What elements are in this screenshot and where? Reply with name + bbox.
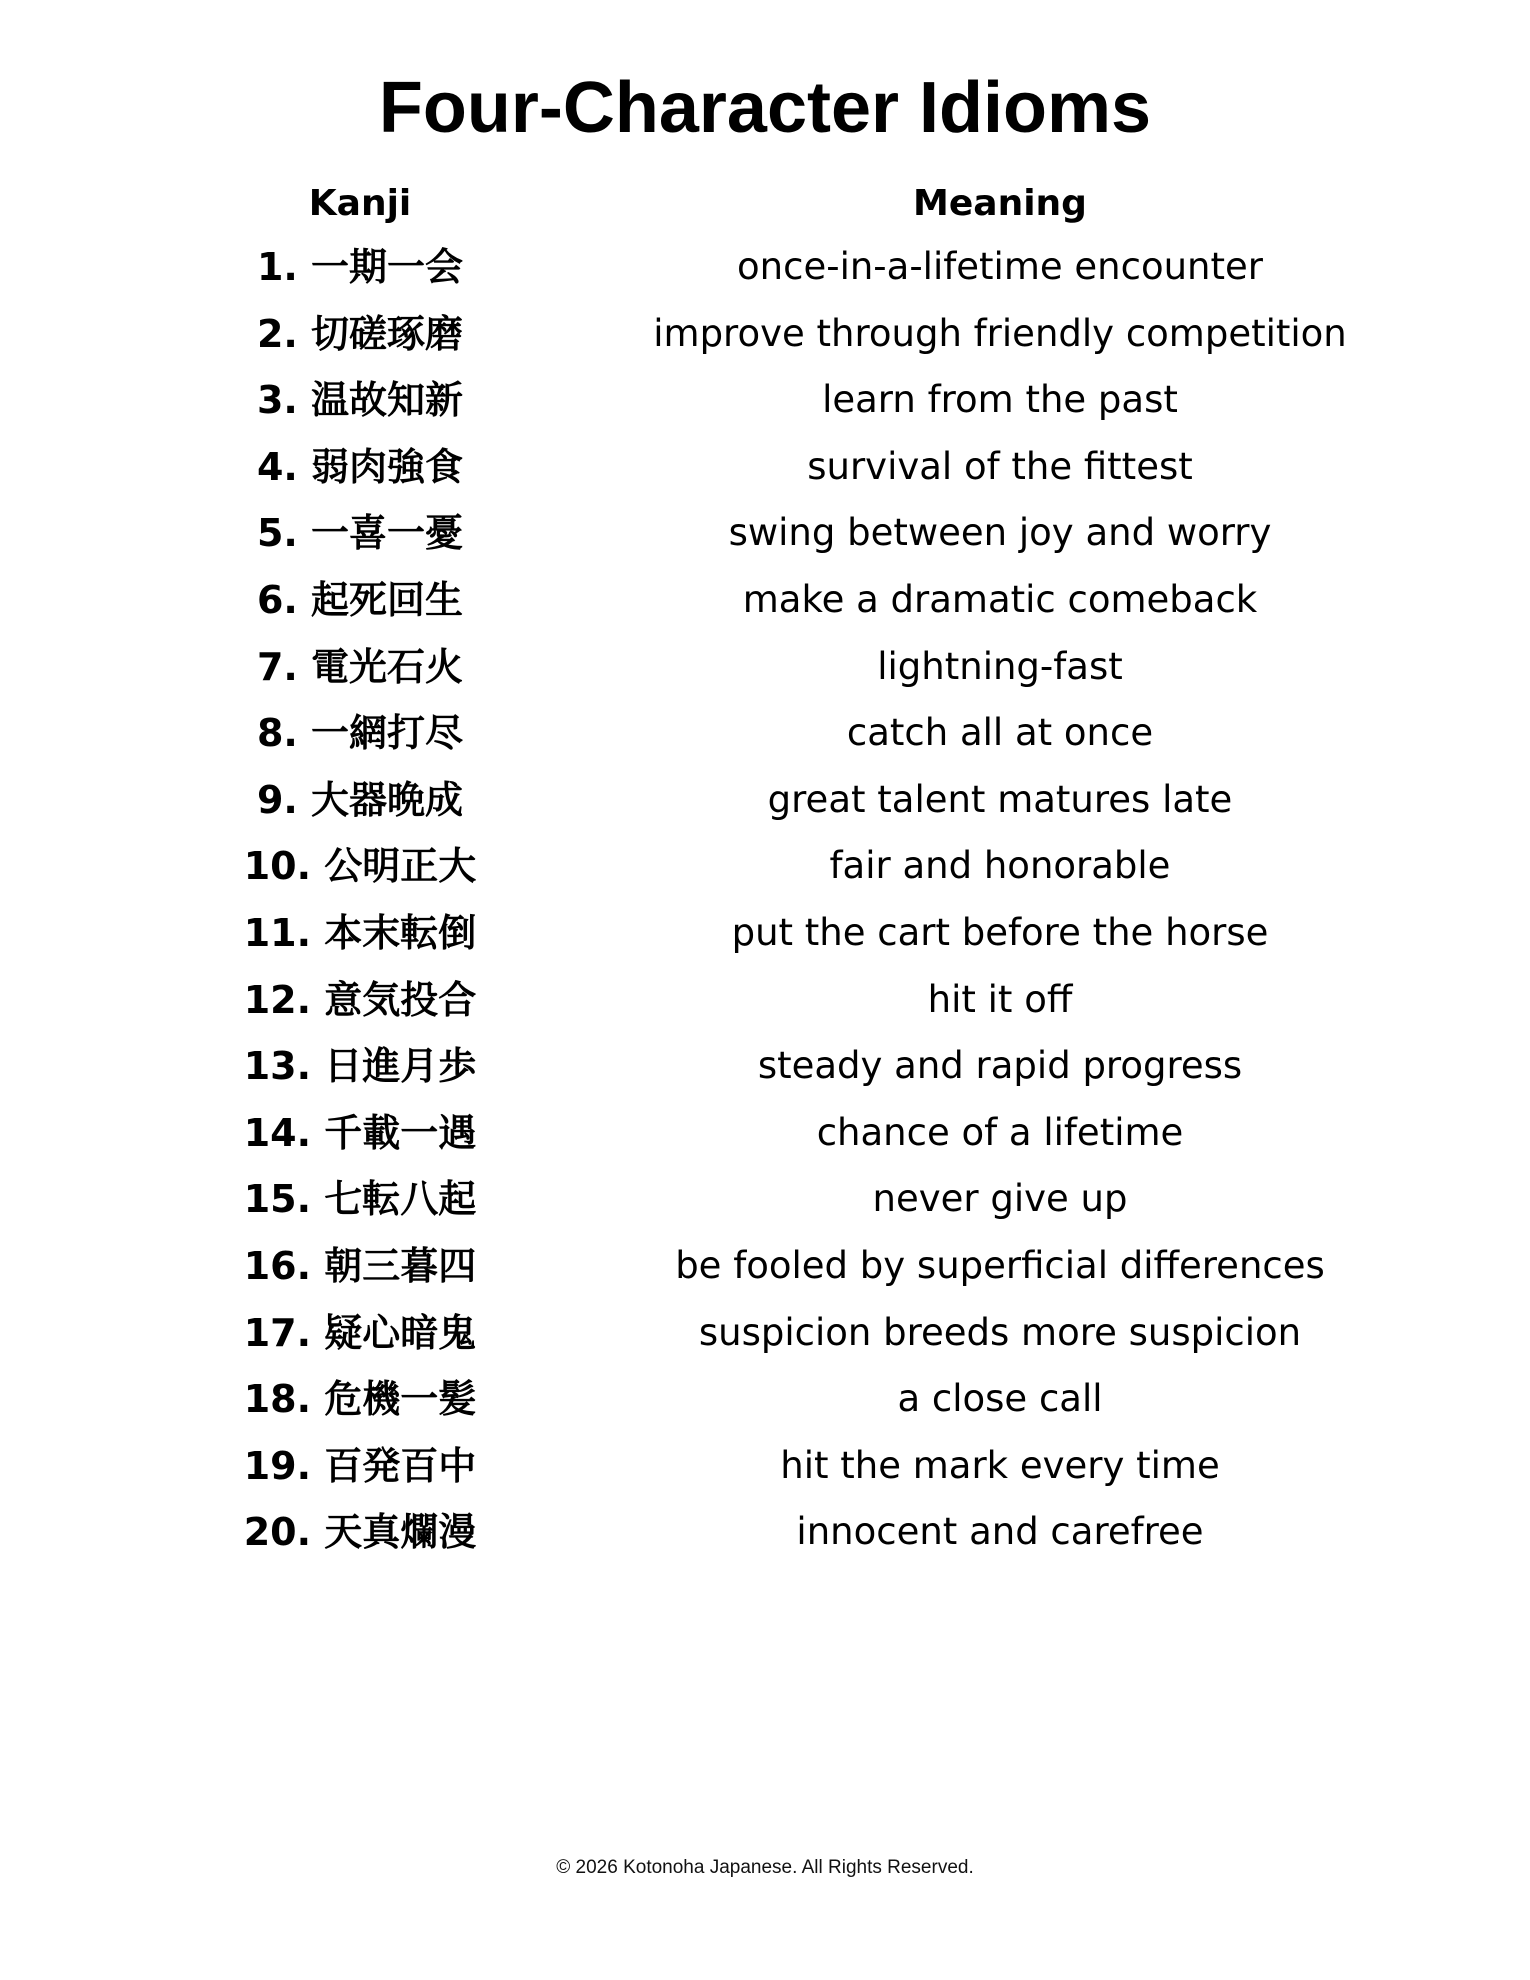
- idiom-meaning: steady and rapid progress: [757, 1044, 1243, 1088]
- idiom-kanji: 19. 百発百中: [243, 1443, 477, 1488]
- kanji-column-header: Kanji: [308, 183, 412, 224]
- idiom-kanji: 6. 起死回生: [256, 577, 464, 622]
- table-row: [0, 500, 1530, 567]
- table-row: [0, 234, 1530, 301]
- idiom-kanji: 2. 切磋琢磨: [256, 311, 464, 356]
- idiom-meaning: innocent and carefree: [796, 1510, 1204, 1554]
- idiom-meaning: hit the mark every time: [780, 1443, 1220, 1487]
- idiom-meaning: learn from the past: [822, 378, 1178, 422]
- idiom-meaning: make a dramatic comeback: [742, 577, 1258, 621]
- idiom-meaning: swing between joy and worry: [728, 511, 1272, 555]
- idiom-kanji: 17. 疑心暗鬼: [243, 1310, 477, 1355]
- idiom-kanji: 5. 一喜一憂: [256, 511, 464, 556]
- idiom-kanji: 20. 天真爛漫: [243, 1510, 477, 1555]
- table-row: [0, 1300, 1530, 1367]
- idiom-kanji: 14. 千載一遇: [243, 1110, 477, 1155]
- idiom-meaning: improve through friendly competition: [653, 311, 1347, 355]
- table-row: [0, 1100, 1530, 1167]
- idiom-meaning: chance of a lifetime: [816, 1110, 1184, 1154]
- idiom-meaning: catch all at once: [846, 711, 1154, 755]
- table-row: [0, 1433, 1530, 1500]
- table-header-row: [0, 174, 1530, 234]
- idiom-meaning: be fooled by superficial differences: [675, 1243, 1325, 1287]
- idiom-meaning: hit it off: [927, 977, 1073, 1021]
- table-row: [0, 634, 1530, 701]
- idiom-meaning: great talent matures late: [767, 777, 1233, 821]
- idiom-kanji: 4. 弱肉強食: [256, 444, 464, 489]
- idiom-kanji: 3. 温故知新: [256, 378, 464, 423]
- table-row: [0, 700, 1530, 767]
- idiom-kanji: 9. 大器晩成: [256, 777, 464, 822]
- table-row: [0, 1033, 1530, 1100]
- idiom-meaning: lightning-fast: [877, 644, 1123, 688]
- idiom-kanji: 12. 意気投合: [243, 977, 477, 1022]
- idiom-meaning: once-in-a-lifetime encounter: [737, 245, 1263, 288]
- table-row: [0, 1366, 1530, 1433]
- idiom-kanji: 11. 本末転倒: [243, 910, 477, 955]
- table-row: [0, 301, 1530, 368]
- idiom-kanji: 1. 一期一会: [256, 245, 464, 289]
- idiom-meaning: suspicion breeds more suspicion: [698, 1310, 1302, 1354]
- idiom-meaning: a close call: [897, 1377, 1103, 1421]
- copyright-footer: © 2026 Kotonoha Japanese. All Rights Reserved.: [556, 1857, 974, 1878]
- table-row: [0, 767, 1530, 834]
- table-row: [0, 967, 1530, 1034]
- idiom-kanji: 16. 朝三暮四: [243, 1243, 477, 1288]
- idiom-kanji: 8. 一網打尽: [256, 711, 464, 756]
- idiom-meaning: put the cart before the horse: [731, 910, 1269, 954]
- idiom-meaning: survival of the fittest: [807, 444, 1193, 488]
- table-row: [0, 367, 1530, 434]
- idiom-kanji: 15. 七転八起: [243, 1177, 477, 1222]
- meaning-column-header: Meaning: [913, 183, 1087, 224]
- page-title: Four-Character Idioms: [378, 68, 1152, 148]
- table-row: [0, 833, 1530, 900]
- idiom-kanji: 18. 危機一髪: [243, 1377, 477, 1422]
- table-row: [0, 900, 1530, 967]
- table-row: [0, 434, 1530, 501]
- idiom-kanji: 13. 日進月歩: [243, 1044, 477, 1089]
- table-row: [0, 1233, 1530, 1300]
- table-row: [0, 1499, 1530, 1566]
- idiom-kanji: 7. 電光石火: [256, 644, 464, 689]
- idiom-kanji: 10. 公明正大: [243, 844, 477, 889]
- table-row: [0, 567, 1530, 634]
- idiom-table: [0, 174, 1530, 1566]
- idiom-meaning: never give up: [872, 1177, 1128, 1221]
- idiom-meaning: fair and honorable: [829, 844, 1171, 888]
- table-row: [0, 1166, 1530, 1233]
